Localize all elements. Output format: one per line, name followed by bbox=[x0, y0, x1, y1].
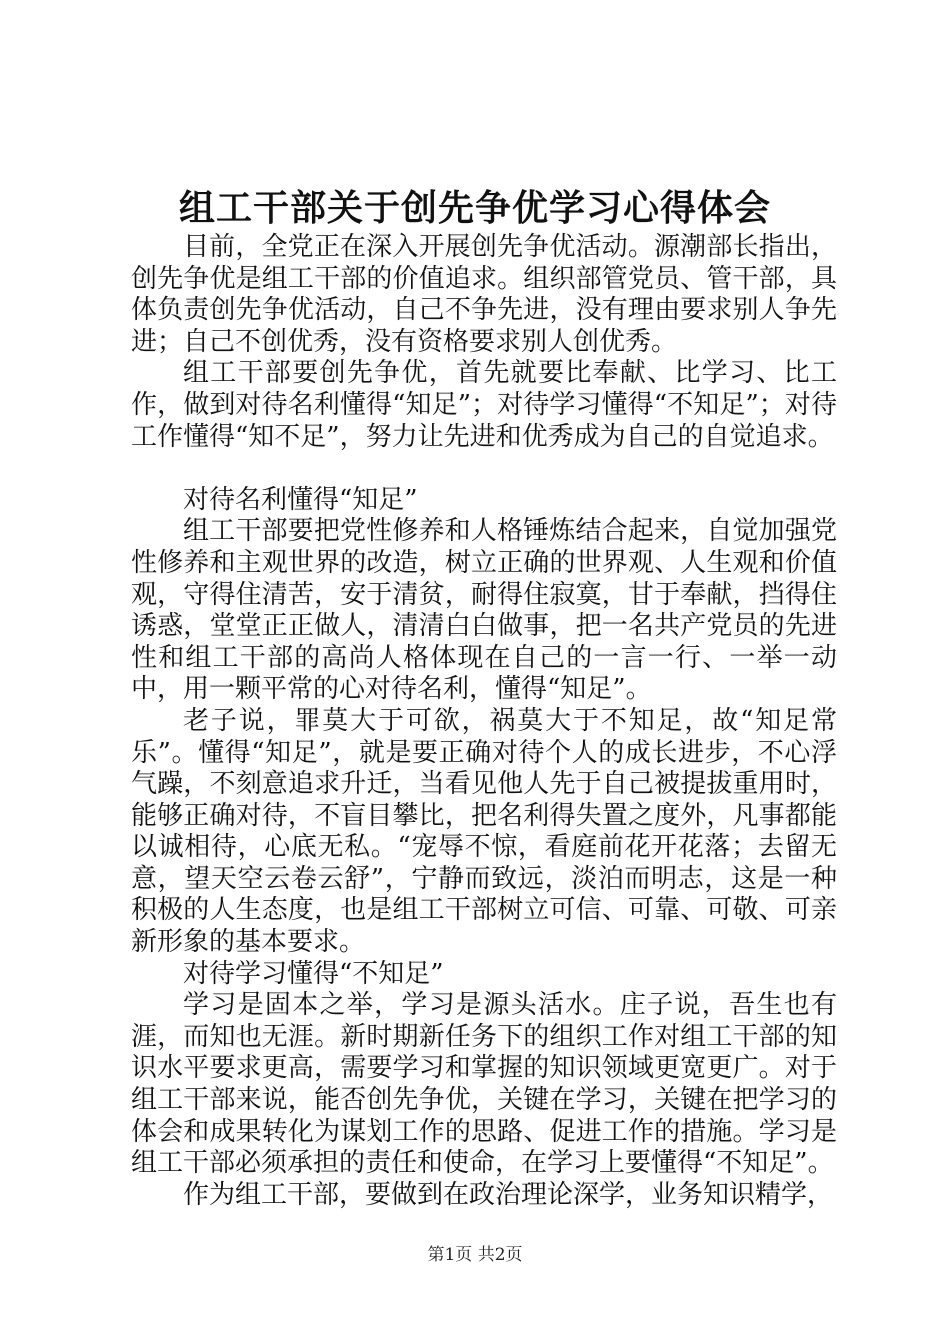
paragraph-study-2: 作为组工干部，要做到在政治理论深学，业务知识精学， bbox=[183, 1179, 834, 1210]
section-heading-study: 对待学习懂得“不知足” bbox=[183, 958, 444, 989]
paragraph-intro: 目前，全党正在深入开展创先争优活动。源潮部长指出，创先争优是组工干部的价值追求。组织部管党员、管干部，具体负责创先争优活动，自己不争先进，没有理由要求别人争先进；自己不创优秀，没有资格要求别人创优秀。 bbox=[131, 232, 837, 357]
paragraph-summary: 组工干部要创先争优，首先就要比奉献、比学习、比工作，做到对待名利懂得“知足”；对待学习懂得“不知足”；对待工作懂得“知不足”，努力让先进和优秀成为自己的自觉追求。 bbox=[131, 358, 837, 452]
paragraph-fame-1: 组工干部要把党性修养和人格锤炼结合起来，自觉加强党性修养和主观世界的改造，树立正确的世界观、人生观和价值观，守得住清苦，安于清贫，耐得住寂寞，甘于奉献，挡得住诱惑，堂堂正正做人，清清白白做事，把一名共产党员的先进性和组工干部的高尚人格体现在自己的一言一行、一举一动中，用一颗平常的心对待名利，懂得“知足”。 bbox=[131, 516, 837, 705]
section-heading-fame: 对待名利懂得“知足” bbox=[183, 484, 418, 515]
paragraph-study-1: 学习是固本之举，学习是源头活水。庄子说，吾生也有涯，而知也无涯。新时期新任务下的组织工作对组工干部的知识水平要求更高，需要学习和掌握的知识领域更宽更广。对于组工干部来说，能否创先争优，关键在学习，关键在把学习的体会和成果转化为谋划工作的思路、促进工作的措施。学习是组工干部必须承担的责任和使命，在学习上要懂得“不知足”。 bbox=[131, 990, 837, 1179]
document-body bbox=[131, 232, 837, 1211]
page-number-footer: 第1页 共2页 bbox=[427, 1245, 523, 1265]
paragraph-fame-2: 老子说，罪莫大于可欲，祸莫大于不知足，故“知足常乐”。懂得“知足”，就是要正确对待个人的成长进步，不心浮气躁，不刻意追求升迁，当看见他人先于自己被提拔重用时，能够正确对待，不盲目攀比，把名利得失置之度外，凡事都能以诚相待，心底无私。“宠辱不惊，看庭前花开花落；去留无意，望天空云卷云舒”，宁静而致远，淡泊而明志，这是一种积极的人生态度，也是组工干部树立可信、可靠、可敬、可亲新形象的基本要求。 bbox=[131, 705, 837, 958]
document-title: 组工干部关于创先争优学习心得体会 bbox=[178, 187, 771, 229]
